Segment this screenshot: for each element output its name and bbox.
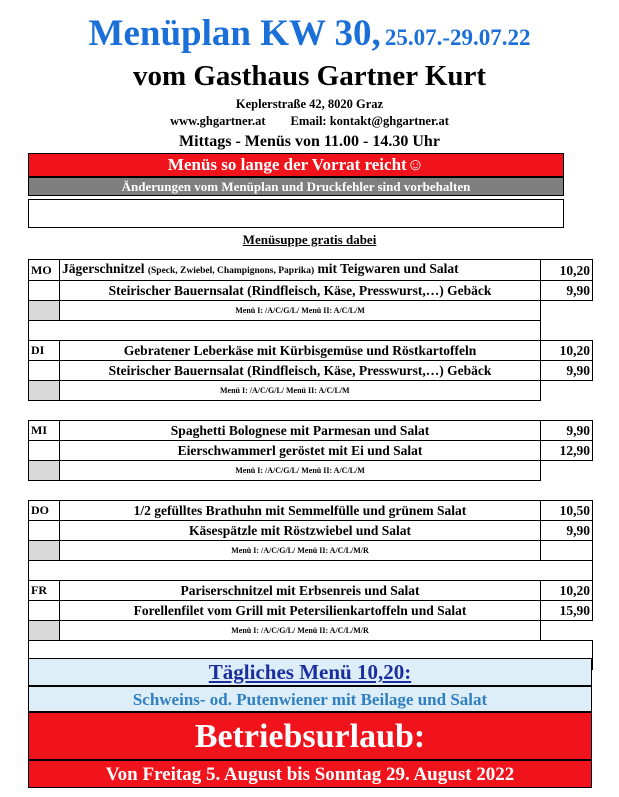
- dish-ingredients: (Speck, Zwiebel, Champignons, Paprika): [147, 266, 315, 276]
- dish-1: Pariserschnitzel mit Erbsenreis und Salat: [60, 581, 541, 601]
- table-row: [29, 260, 593, 281]
- title-main: Menüplan KW 30,: [88, 13, 381, 54]
- price: 10,50: [541, 501, 593, 521]
- price: 9,90: [541, 521, 593, 541]
- price: 9,90: [541, 281, 593, 301]
- allergen-info: Menü I: /A/C/G/L/ Menü II: A/C/L/M: [60, 461, 541, 481]
- address: Keplerstraße 42, 8020 Graz: [235, 97, 384, 111]
- website-link[interactable]: www.ghgartner.at: [170, 114, 266, 128]
- dish-2: Forellenfilet vom Grill mit Petersilienkartoffeln und Salat: [60, 601, 541, 621]
- price: 9,90: [541, 361, 593, 381]
- dish-1: [60, 260, 541, 281]
- price: 15,90: [541, 601, 593, 621]
- dish-2: Käsespätzle mit Röstzwiebel und Salat: [60, 521, 541, 541]
- allergen-row: [29, 621, 593, 641]
- dish-1: Spaghetti Bolognese mit Parmesan und Salat: [60, 421, 541, 441]
- table-row: [29, 581, 593, 601]
- table-row: [29, 281, 593, 301]
- restaurant-name: vom Gasthaus Gartner Kurt: [132, 60, 487, 92]
- table-row: [29, 441, 593, 461]
- table-row: [29, 361, 593, 381]
- day-label: MI: [29, 421, 60, 441]
- dish-2: Eierschwammerl geröstet mit Ei und Salat: [60, 441, 541, 461]
- allergen-row: [29, 301, 593, 321]
- table-row: [29, 501, 593, 521]
- opening-hours: Mittags - Menüs von 11.00 - 14.30 Uhr: [179, 133, 440, 150]
- daily-menu-title: [28, 658, 592, 686]
- daily-menu-description: Schweins- od. Putenwiener mit Beilage und Salat: [28, 686, 592, 712]
- allergen-info: Menü I: /A/C/G/L/ Menü II: A/C/L/M/R: [60, 541, 541, 561]
- dish-2: Steirischer Bauernsalat (Rindfleisch, Käse, Presswurst,…) Gebäck: [60, 281, 541, 301]
- dish-1: 1/2 gefülltes Brathuhn mit Semmelfülle und grünem Salat: [60, 501, 541, 521]
- day-label: DO: [29, 501, 60, 521]
- price: 9,90: [541, 421, 593, 441]
- dish-2: Steirischer Bauernsalat (Rindfleisch, Käse, Presswurst,…) Gebäck: [60, 361, 541, 381]
- allergen-row: [29, 461, 593, 481]
- title-dates: 25.07.-29.07.22: [384, 25, 531, 50]
- table-row: [29, 601, 593, 621]
- table-row: [29, 421, 593, 441]
- menu-table: [28, 259, 593, 670]
- vacation-title: Betriebsurlaub:: [28, 712, 592, 760]
- contact-line: [0, 114, 619, 129]
- price: 12,90: [541, 441, 593, 461]
- dish-1: Gebratener Leberkäse mit Kürbisgemüse und Röstkartoffeln: [60, 341, 541, 361]
- allergen-info: Menü I: /A/C/G/L/ Menü II: A/C/L/M: [60, 381, 541, 401]
- price: 10,20: [541, 581, 593, 601]
- vacation-dates: Von Freitag 5. August bis Sonntag 29. August 2022: [28, 760, 592, 788]
- daily-menu-label: Tägliches Menü 10,20:: [208, 660, 412, 684]
- day-label: FR: [29, 581, 60, 601]
- email-link[interactable]: Email: kontakt@ghgartner.at: [290, 114, 449, 128]
- supply-notice: Menüs so lange der Vorrat reicht☺: [28, 153, 564, 177]
- soup-notice: Menüsuppe gratis dabei: [242, 232, 377, 247]
- day-label: MO: [29, 260, 60, 281]
- page-title: [0, 12, 619, 58]
- table-row: [29, 341, 593, 361]
- empty-box: [28, 199, 564, 228]
- changes-notice: Änderungen vom Menüplan und Druckfehler sind vorbehalten: [28, 177, 564, 196]
- allergen-row: [29, 381, 593, 401]
- allergen-row: [29, 541, 593, 561]
- table-row: [29, 521, 593, 541]
- day-label: DI: [29, 341, 60, 361]
- price: 10,20: [541, 341, 593, 361]
- dish-name: Jägerschnitzel: [62, 261, 145, 276]
- allergen-info: Menü I: /A/C/G/L/ Menü II: A/C/L/M/R: [60, 621, 541, 641]
- price: 10,20: [541, 260, 593, 281]
- dish-side: mit Teigwaren und Salat: [317, 261, 459, 276]
- allergen-info: Menü I: /A/C/G/L/ Menü II: A/C/L/M: [60, 301, 541, 321]
